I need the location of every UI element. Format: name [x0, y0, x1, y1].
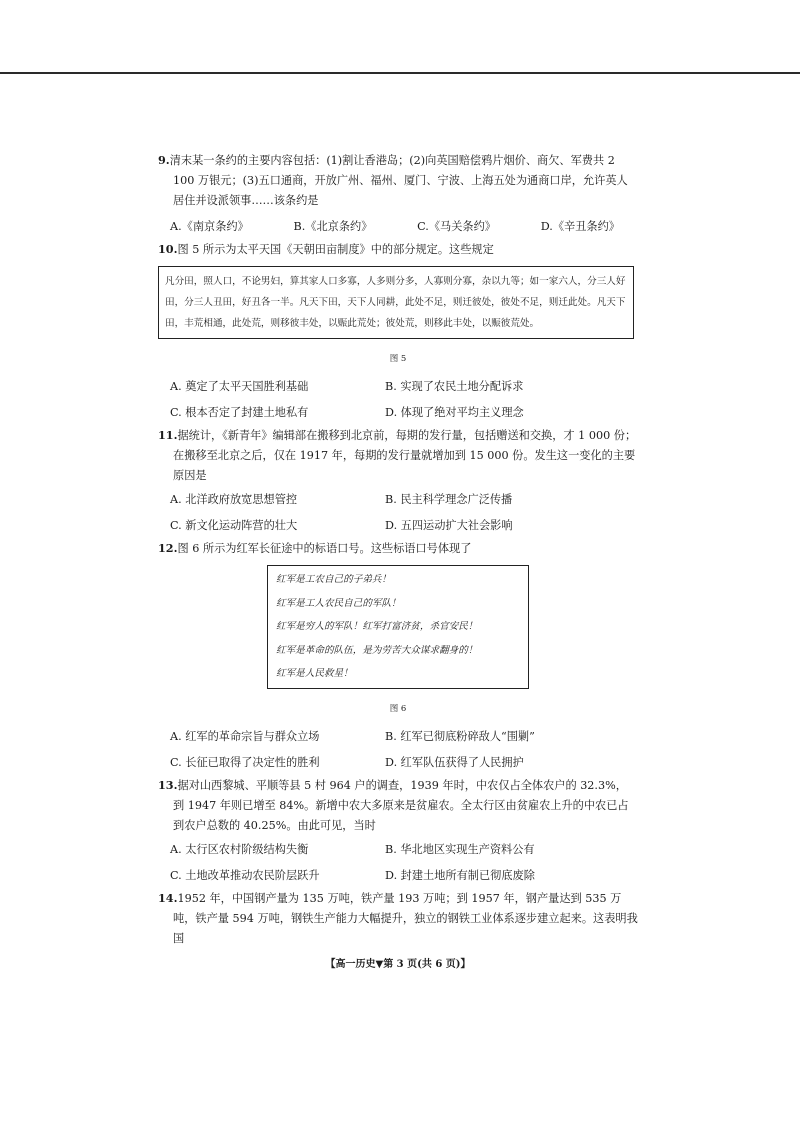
question-number: 14. — [158, 890, 178, 905]
slogan-line: 红军是革命的队伍，是为劳苦大众谋求翻身的！ — [276, 644, 478, 656]
question-13 — [158, 775, 638, 836]
question-number: 12. — [158, 541, 178, 555]
top-rule — [0, 72, 800, 74]
exam-page — [158, 150, 638, 975]
option-d: D. 封建土地所有制已彻底废除 — [385, 868, 535, 882]
slogan-line: 红军是工农自己的子弟兵！ — [276, 574, 392, 585]
q13-options — [158, 840, 638, 886]
figure-6-box — [267, 565, 529, 689]
slogan-line: 红军是穷人的军队！红军打富济贫，杀官安民！ — [276, 621, 478, 632]
question-number: 10. — [158, 242, 178, 256]
question-11 — [158, 425, 638, 486]
option-a: A. 北洋政府放宽思想管控 — [170, 493, 298, 506]
question-stem: 图 5 所示为太平天国《天朝田亩制度》中的部分规定。这些规定 — [177, 243, 494, 256]
question-9 — [158, 150, 638, 211]
option-d: D.《辛丑条约》 — [540, 220, 620, 233]
slogan-line: 红军是人民救星！ — [276, 668, 353, 679]
option-a: A. 红军的革命宗旨与群众立场 — [170, 729, 320, 743]
figure-6-caption: 图 6 — [389, 703, 407, 714]
figure-5-caption: 图 5 — [389, 354, 407, 364]
question-number: 11. — [158, 428, 178, 442]
q12-options — [158, 727, 638, 773]
option-c: C. 长征已取得了决定性的胜利 — [170, 755, 320, 769]
q9-options — [158, 217, 638, 237]
option-c: C. 土地改革推动农民阶层跃升 — [170, 868, 320, 882]
slogan-line: 红军是工人农民自己的军队！ — [276, 597, 401, 609]
option-d: D. 五四运动扩大社会影响 — [385, 519, 513, 532]
option-a: A.《南京条约》 — [170, 220, 249, 233]
option-b: B. 华北地区实现生产资料公有 — [385, 842, 535, 856]
option-a: A. 太行区农村阶级结构失衡 — [170, 842, 309, 856]
option-b: B. 实现了农民土地分配诉求 — [385, 380, 524, 393]
option-b: B. 红军已彻底粉碎敌人“围剿” — [385, 729, 535, 743]
question-stem: 清末某一条约的主要内容包括：(1)割让香港岛；(2)向英国赔偿鸦片烟价、商欠、军费共 2 100 万银元；(3)五口通商，开放广州、福州、厦门、宁波、上海五处为通商口岸，允许英人居住并设派领事……该条约是 — [169, 154, 628, 207]
question-number: 13. — [158, 777, 178, 792]
option-c: C.《马关条约》 — [417, 220, 496, 233]
q10-options — [158, 377, 638, 423]
page-footer: 【高一历史▼第 3 页(共 6 页)】 — [325, 958, 471, 970]
question-10 — [158, 239, 638, 260]
option-b: B.《北京条约》 — [293, 220, 373, 233]
question-stem: 1952 年，中国钢产量为 135 万吨，铁产量 193 万吨；到 1957 年，钢产量达到 535 万吨，铁产量 594 万吨，钢铁生产能力大幅提升，独立的钢铁工业体系逐步建立起来。这表明我国 — [173, 891, 638, 945]
option-b: B. 民主科学理念广泛传播 — [385, 493, 513, 506]
question-stem: 据统计，《新青年》编辑部在搬移到北京前，每期的发行量，包括赠送和交换，才 1 000 份；在搬移至北京之后，仅在 1917 年，每期的发行量就增加到 15 000 份。发生这一变化的主要原因是 — [173, 429, 637, 482]
option-d: D. 体现了绝对平均主义理念 — [385, 406, 524, 419]
figure-5-box: 凡分田，照人口，不论男妇，算其家人口多寡，人多则分多，人寡则分寡，杂以九等；如一家六人，分三人好田，分三人丑田，好丑各一半。凡天下田，天下人同耕，此处不足，则迁彼处，彼处不足，则迁此处。凡天下田，丰荒相通，此处荒，则移彼丰处，以赈此荒处；彼处荒，则移此丰处，以赈彼荒处。 — [158, 266, 634, 339]
option-d: D. 红军队伍获得了人民拥护 — [385, 755, 524, 769]
question-14 — [158, 888, 638, 949]
question-number: 9. — [158, 153, 170, 167]
option-a: A. 奠定了太平天国胜利基础 — [170, 380, 309, 393]
question-12 — [158, 538, 638, 559]
option-c: C. 根本否定了封建土地私有 — [170, 406, 309, 419]
option-c: C. 新文化运动阵营的壮大 — [170, 519, 298, 532]
q11-options — [158, 490, 638, 536]
question-stem: 据对山西黎城、平顺等县 5 村 964 户的调查，1939 年时，中农仅占全体农户的 32.3%，到 1947 年则已增至 84%。新增中农大多原来是贫雇农。全太行区由贫雇农上升的中农已占到农户总数的 40.25%。由此可见，当时 — [173, 778, 629, 832]
question-stem: 图 6 所示为红军长征途中的标语口号。这些标语口号体现了 — [177, 542, 472, 555]
